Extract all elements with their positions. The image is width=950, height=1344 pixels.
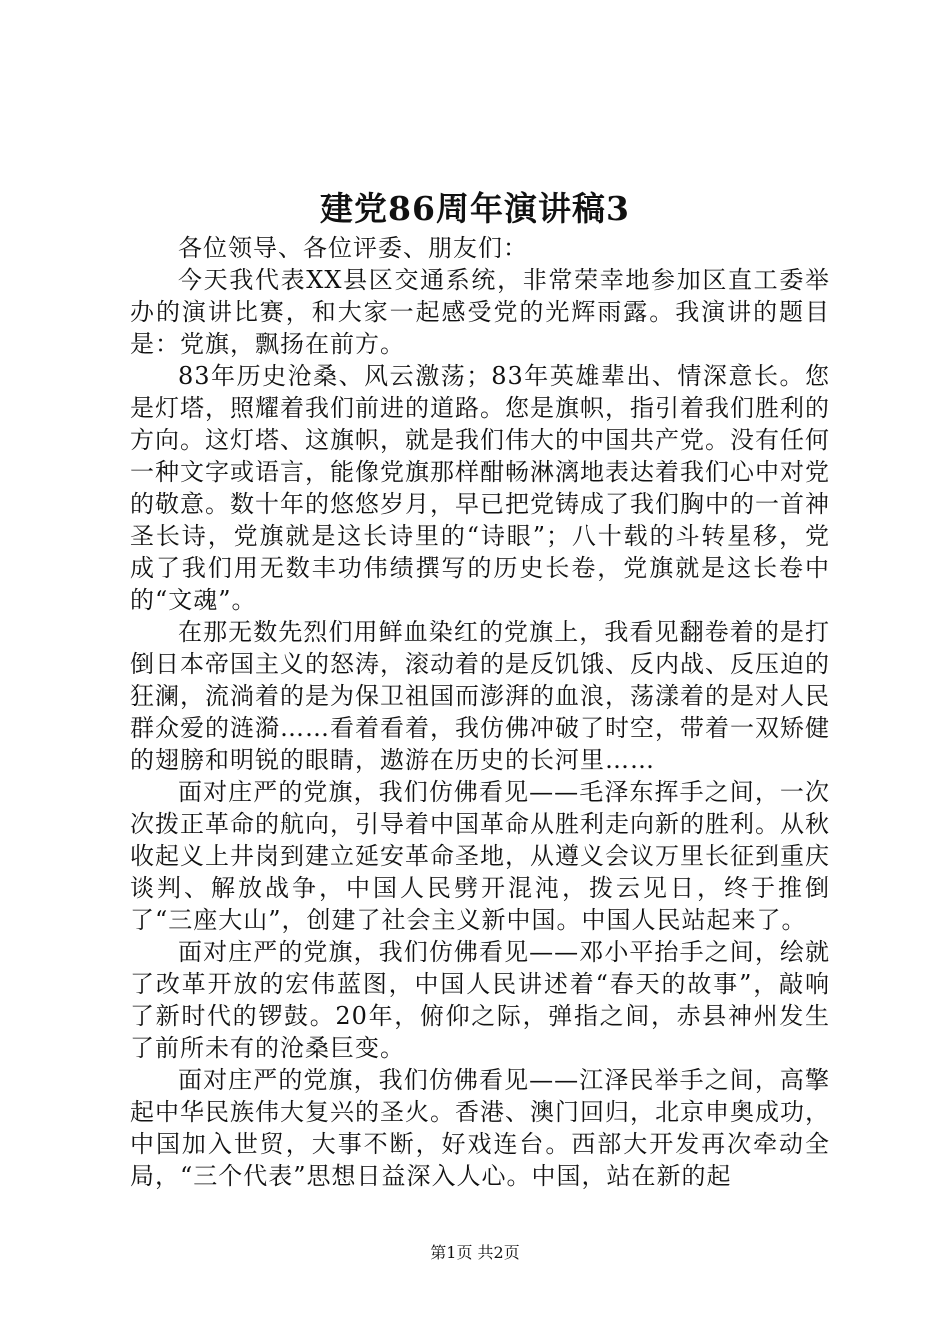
paragraph-deng: 面对庄严的党旗，我们仿佛看见——邓小平抬手之间，绘就了改革开放的宏伟蓝图，中国人民讲述着“春天的故事”，敲响了新时代的锣鼓。20年，俯仰之际，弹指之间，赤县神州发生了前所未有的沧桑巨变。 [130, 938, 830, 1062]
page-footer: 第1页 共2页 [430, 1243, 520, 1262]
paragraph-intro: 今天我代表XX县区交通系统，非常荣幸地参加区直工委举办的演讲比赛，和大家一起感受党的光辉雨露。我演讲的题目是：党旗，飘扬在前方。 [130, 266, 830, 358]
paragraph-history: 83年历史沧桑、风云激荡；83年英雄辈出、情深意长。您是灯塔，照耀着我们前进的道路。您是旗帜，指引着我们胜利的方向。这灯塔、这旗帜，就是我们伟大的中国共产党。没有任何一种文字或语言，能像党旗那样酣畅淋漓地表达着我们心中对党的敬意。数十年的悠悠岁月，早已把党铸成了我们胸中的一首神圣长诗，党旗就是这长诗里的“诗眼”；八十载的斗转星移，党成了我们用无数丰功伟绩撰写的历史长卷，党旗就是这长卷中的“文魂”。 [130, 362, 830, 614]
document-title: 建党86周年演讲稿3 [320, 189, 630, 228]
paragraph-greeting: 各位领导、各位评委、朋友们： [178, 234, 528, 262]
paragraph-jiang: 面对庄严的党旗，我们仿佛看见——江泽民举手之间，高擎起中华民族伟大复兴的圣火。香港、澳门回归，北京申奥成功，中国加入世贸，大事不断，好戏连台。西部大开发再次牵动全局，“三个代表”思想日益深入人心。中国，站在新的起 [130, 1066, 830, 1190]
paragraph-mao: 面对庄严的党旗，我们仿佛看见——毛泽东挥手之间，一次次拨正革命的航向，引导着中国革命从胜利走向新的胜利。从秋收起义上井岗到建立延安革命圣地，从遵义会议万里长征到重庆谈判、解放战争，中国人民劈开混沌，拨云见日，终于推倒了“三座大山”，创建了社会主义新中国。中国人民站起来了。 [130, 778, 830, 934]
document-body [130, 232, 830, 1192]
paragraph-martyrs: 在那无数先烈们用鲜血染红的党旗上，我看见翻卷着的是打倒日本帝国主义的怒涛，滚动着的是反饥饿、反内战、反压迫的狂澜，流淌着的是为保卫祖国而澎湃的血浪，荡漾着的是对人民群众爱的涟漪……看着看着，我仿佛冲破了时空，带着一双矫健的翅膀和明锐的眼睛，遨游在历史的长河里…… [130, 618, 830, 774]
